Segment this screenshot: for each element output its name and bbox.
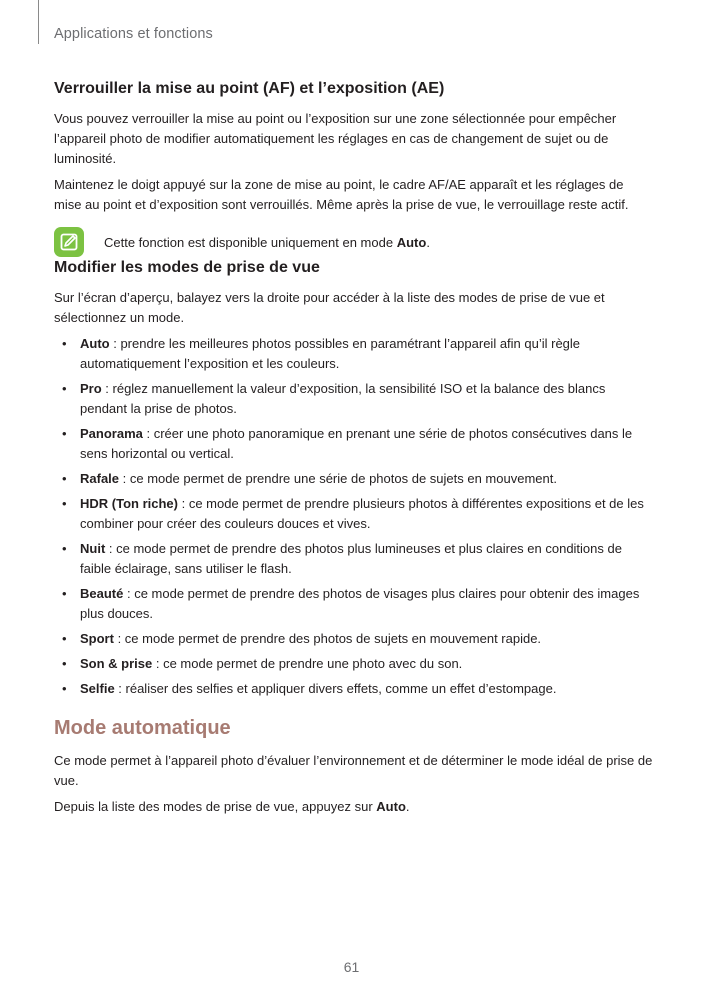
auto-paragraph-2-bold: Auto xyxy=(376,799,406,814)
mode-name: HDR (Ton riche) xyxy=(80,496,178,511)
mode-list xyxy=(54,334,654,699)
bullet: • xyxy=(62,336,67,351)
bullet: • xyxy=(62,631,67,646)
note-box xyxy=(54,225,654,259)
list-item xyxy=(54,539,654,579)
mode-name: Selfie xyxy=(80,681,115,696)
list-item xyxy=(54,424,654,464)
mode-desc: : ce mode permet de prendre des photos plus lumineuses et plus claires en conditions de faible éclairage, sans utiliser le flash. xyxy=(80,541,622,576)
list-item xyxy=(54,334,654,374)
auto-paragraph-2-after: . xyxy=(405,799,410,814)
note-text-bold: Auto xyxy=(396,234,427,250)
bullet: • xyxy=(62,656,67,671)
auto-paragraph-2 xyxy=(54,797,654,817)
mode-desc: : réglez manuellement la valeur d’exposition, la sensibilité ISO et la balance des blancs pendant la prise de photos. xyxy=(80,381,606,416)
af-ae-paragraph-2: Maintenez le doigt appuyé sur la zone de mise au point, le cadre AF/AE apparaît et les réglages de mise au point et d’exposition sont verrouillés. Même après la prise de vue, le verrouillage reste actif. xyxy=(54,177,629,212)
auto-mode-heading: Mode automatique xyxy=(54,717,231,739)
header-corner-line xyxy=(38,0,39,44)
bullet: • xyxy=(62,681,67,696)
auto-paragraph-2-before: Depuis la liste des modes de prise de vue, appuyez sur xyxy=(54,799,377,814)
note-pencil-icon xyxy=(54,227,84,257)
mode-desc: : ce mode permet de prendre plusieurs photos à différentes expositions et de les combiner pour créer des couleurs douces et vives. xyxy=(80,496,644,531)
mode-name: Auto xyxy=(80,336,110,351)
list-item xyxy=(54,654,654,674)
mode-name: Nuit xyxy=(80,541,106,556)
page-content xyxy=(54,80,654,823)
list-item xyxy=(54,584,654,624)
mode-desc: : réaliser des selfies et appliquer divers effets, comme un effet d’estompage. xyxy=(114,681,557,696)
mode-desc: : ce mode permet de prendre une série de photos de sujets en mouvement. xyxy=(119,471,557,486)
mode-name: Pro xyxy=(80,381,102,396)
modes-intro: Sur l’écran d’aperçu, balayez vers la droite pour accéder à la liste des modes de prise de vue et sélectionnez un mode. xyxy=(54,290,605,325)
af-ae-heading: Verrouiller la mise au point (AF) et l’exposition (AE) xyxy=(54,80,445,97)
mode-desc: : créer une photo panoramique en prenant une série de photos consécutives dans le sens horizontal ou vertical. xyxy=(80,426,633,461)
mode-name: Rafale xyxy=(80,471,120,486)
bullet: • xyxy=(62,426,67,441)
bullet: • xyxy=(62,541,67,556)
note-text-after: . xyxy=(426,234,430,250)
list-item xyxy=(54,629,654,649)
modes-heading: Modifier les modes de prise de vue xyxy=(54,259,320,276)
list-item xyxy=(54,469,654,489)
running-header: Applications et fonctions xyxy=(54,26,213,42)
list-item xyxy=(54,679,654,699)
bullet: • xyxy=(62,471,67,486)
mode-name: Son & prise xyxy=(80,656,153,671)
page-number: 61 xyxy=(343,959,360,975)
note-text xyxy=(104,235,430,250)
mode-name: Panorama xyxy=(80,426,143,441)
mode-desc: : prendre les meilleures photos possibles en paramétrant l’appareil afin qu’il règle automatiquement l’exposition et les couleurs. xyxy=(80,336,581,371)
mode-name: Beauté xyxy=(80,586,124,601)
bullet: • xyxy=(62,586,67,601)
mode-name: Sport xyxy=(80,631,114,646)
bullet: • xyxy=(62,381,67,396)
bullet: • xyxy=(62,496,67,511)
mode-desc: : ce mode permet de prendre des photos de sujets en mouvement rapide. xyxy=(113,631,542,646)
mode-desc: : ce mode permet de prendre une photo avec du son. xyxy=(152,656,463,671)
mode-desc: : ce mode permet de prendre des photos de visages plus claires pour obtenir des images plus douces. xyxy=(80,586,640,621)
auto-paragraph-1: Ce mode permet à l’appareil photo d’évaluer l’environnement et de déterminer le mode idéal de prise de vue. xyxy=(54,753,653,788)
note-text-before: Cette fonction est disponible uniquement en mode xyxy=(104,234,397,250)
list-item xyxy=(54,379,654,419)
list-item xyxy=(54,494,654,534)
af-ae-paragraph-1: Vous pouvez verrouiller la mise au point ou l’exposition sur une zone sélectionnée pour empêcher l’appareil photo de modifier automatiquement les réglages en cas de changement de sujet ou de luminosité. xyxy=(54,111,617,166)
